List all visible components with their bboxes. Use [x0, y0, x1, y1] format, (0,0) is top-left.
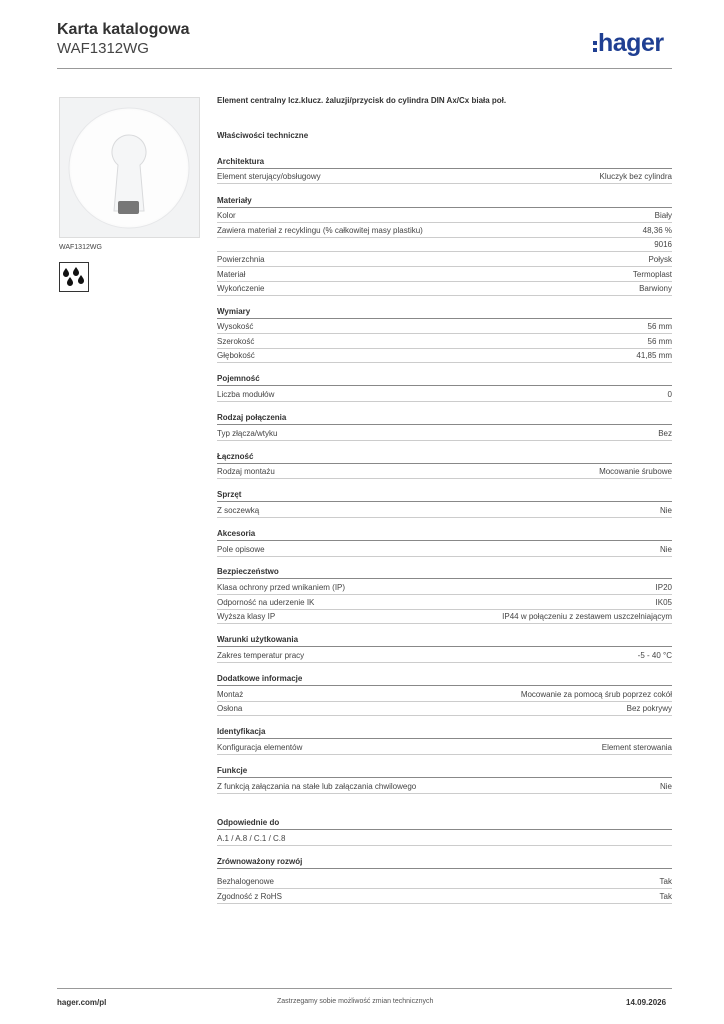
footer-divider [57, 988, 672, 989]
spec-label: Typ złącza/wtyku [217, 429, 278, 438]
section-heading: Sprzęt [217, 490, 672, 502]
spec-value: Bez pokrywy [626, 704, 672, 713]
section-heading: Bezpieczeństwo [217, 567, 672, 579]
spec-value: Tak [659, 892, 672, 901]
spec-row [217, 702, 672, 716]
spec-row [217, 224, 672, 238]
spec-row [217, 780, 672, 794]
section-heading: Odpowiednie do [217, 818, 672, 830]
spec-label: Zgodność z RoHS [217, 892, 282, 901]
section-heading: Pojemność [217, 374, 672, 386]
spec-label: Zawiera materiał z recyklingu (% całkowitej masy plastiku) [217, 226, 423, 235]
spec-value: Element sterowania [601, 743, 672, 752]
section-heading: Łączność [217, 452, 672, 464]
technical-properties-title: Właściwości techniczne [217, 131, 309, 140]
footer-disclaimer: Zastrzegamy sobie możliwość zmian technicznych [277, 998, 434, 1005]
spec-row [217, 335, 672, 349]
footer-date: 14.09.2026 [626, 998, 667, 1007]
spec-row [217, 349, 672, 363]
spec-row [217, 688, 672, 702]
spec-row [217, 427, 672, 441]
spec-row [217, 504, 672, 518]
spec-value: Połysk [648, 255, 672, 264]
spec-row [217, 253, 672, 267]
spec-value: 48,36 % [642, 226, 672, 235]
spec-row [217, 388, 672, 402]
header-divider [57, 68, 672, 69]
spec-value: Mocowanie za pomocą śrub poprzez cokół [520, 690, 672, 699]
spec-value: Tak [659, 877, 672, 886]
spec-label: Materiał [217, 270, 246, 279]
spec-label: A.1 / A.8 / C.1 / C.8 [217, 834, 286, 843]
product-image [59, 97, 200, 238]
spec-row [217, 465, 672, 479]
spec-value: Termoplast [632, 270, 672, 279]
section-heading: Akcesoria [217, 529, 672, 541]
section-heading: Zrównoważony rozwój [217, 857, 672, 869]
spec-label: Zakres temperatur pracy [217, 651, 305, 660]
section-heading: Funkcje [217, 766, 672, 778]
spec-row [217, 209, 672, 223]
spec-value: 9016 [654, 240, 672, 249]
spec-value: 41,85 mm [636, 351, 672, 360]
spec-row [217, 282, 672, 296]
water-drops-icon [59, 262, 89, 292]
spec-row [217, 875, 672, 889]
spec-label: Odporność na uderzenie IK [217, 598, 315, 607]
spec-label: Z funkcją załączania na stałe lub załączania chwilowego [217, 782, 417, 791]
spec-value: IP20 [655, 583, 672, 592]
hager-logo [593, 29, 664, 58]
document-title: Karta katalogowa [57, 21, 190, 38]
spec-value: IP44 w połączeniu z zestawem uszczelniającym [502, 612, 672, 621]
spec-value: Nie [659, 545, 672, 554]
spec-label: Element sterujący/obsługowy [217, 172, 321, 181]
spec-label: Wykończenie [217, 284, 265, 293]
spec-label: Rodzaj montażu [217, 467, 275, 476]
section-heading: Warunki użytkowania [217, 635, 672, 647]
section-heading: Identyfikacja [217, 727, 672, 739]
spec-value: 0 [667, 390, 672, 399]
spec-row [217, 741, 672, 755]
spec-label: Powierzchnia [217, 255, 265, 264]
section-heading: Architektura [217, 157, 672, 169]
section-heading: Rodzaj połączenia [217, 413, 672, 425]
spec-label: Wysokość [217, 322, 254, 331]
spec-label: Montaż [217, 690, 244, 699]
footer-website: hager.com/pl [57, 998, 107, 1007]
spec-value: Bez [658, 429, 672, 438]
spec-label: Pole opisowe [217, 545, 265, 554]
section-heading: Materiały [217, 196, 672, 208]
section-heading: Dodatkowe informacje [217, 674, 672, 686]
spec-label: Z soczewką [217, 506, 260, 515]
spec-value: 56 mm [647, 337, 672, 346]
spec-row [217, 170, 672, 184]
spec-row [217, 238, 672, 252]
spec-row [217, 649, 672, 663]
spec-value: -5 - 40 °C [637, 651, 672, 660]
spec-row [217, 890, 672, 904]
spec-value: Mocowanie śrubowe [599, 467, 672, 476]
product-code: WAF1312WG [57, 40, 149, 57]
spec-value: Nie [659, 506, 672, 515]
spec-row [217, 581, 672, 595]
spec-value: Kluczyk bez cylindra [599, 172, 672, 181]
spec-label: Klasa ochrony przed wnikaniem (IP) [217, 583, 346, 592]
logo-text: hager [598, 29, 664, 57]
spec-row [217, 596, 672, 610]
spec-value: Nie [659, 782, 672, 791]
section-heading: Wymiary [217, 307, 672, 319]
spec-label: Osłona [217, 704, 243, 713]
product-description: Element centralny lcz.klucz. żaluzji/przycisk do cylindra DIN Ax/Cx biała poł. [217, 96, 507, 105]
spec-row [217, 832, 672, 846]
spec-label: Głębokość [217, 351, 255, 360]
spec-value: Biały [654, 211, 672, 220]
spec-label: Kolor [217, 211, 236, 220]
spec-value: IK05 [655, 598, 672, 607]
spec-label: Szerokość [217, 337, 255, 346]
spec-row [217, 543, 672, 557]
spec-value: 56 mm [647, 322, 672, 331]
spec-value: Barwiony [639, 284, 672, 293]
spec-label: Liczba modułów [217, 390, 275, 399]
spec-label: Wyższa klasy IP [217, 612, 276, 621]
image-caption: WAF1312WG [59, 244, 102, 251]
spec-label: Konfiguracja elementów [217, 743, 303, 752]
spec-row [217, 268, 672, 282]
spec-label: Bezhalogenowe [217, 877, 274, 886]
spec-row [217, 610, 672, 624]
spec-row [217, 320, 672, 334]
